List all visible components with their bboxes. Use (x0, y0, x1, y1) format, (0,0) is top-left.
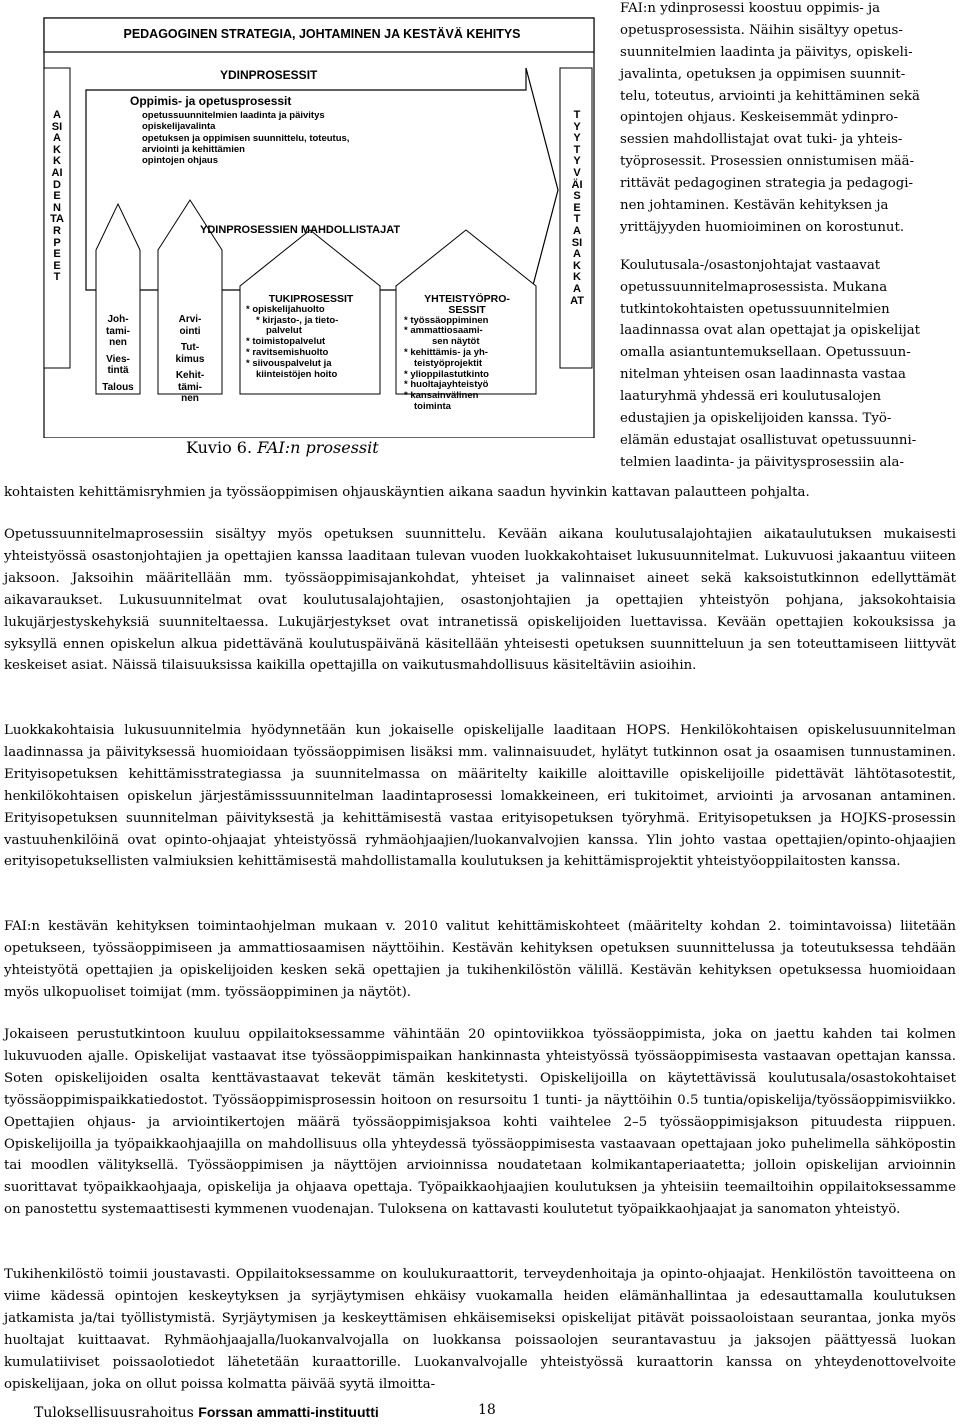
paragraph: FAI:n kestävän kehityksen toimintaohjelman mukaan v. 2010 valitut kehittämiskohteet (määritelty kohdan 2. toimintavoissa) liitetään opetukseen, työssäoppimiseen ja ammattiosaamisen näyttöihin. Kestävän kehityksen opetuksen suunnittelussa ja toteutuksessa tehdään yhteistyötä opettajien ja opiskelijoiden kesken sekä opettajien ja tukihenkilöstön välillä. Kestävän kehityksen opetuksessa huomioidaan myös ulkopuoliset toimijat (mm. työssäoppiminen ja näytöt). (4, 919, 956, 1000)
cooperation-item: * ylioppilastutkinto (404, 368, 489, 380)
support-item: * opiskelijahuolto (246, 303, 325, 315)
process-diagram (40, 14, 600, 438)
side-line: rittävät pedagoginen strategia ja pedagogi- (620, 176, 914, 192)
side-line: elämän edustajat osallistuvat opetussuunni- (620, 432, 917, 448)
side-line: javalinta, opetuksen ja oppimisen suunnit- (620, 66, 906, 82)
left-house-text (96, 314, 140, 393)
side-line: telu, toteutus, arviointi ja kehittäminen sekä (620, 88, 920, 104)
paragraph: Luokkakohtaisia lukusuunnitelmia hyödynnetään kun jokaiselle opiskelijalle laaditaan HOPS. Henkilökohtaisen opiskelusuunnitelman laadinnassa ja päivityksessä huomioidaan työssäoppimisen lisäksi mm. valinnaisuudet, hylätyt tutkinnon osat ja osaamisen tunnustaminen. Erityisopetuksen kehittämisstrategiassa ja suunnitelmassa on määritelty kaikille aloittaville opiskelijoille pidettävät lähtötasotestit, henkilökohtaisen opiskelun järjestämisssuunnitelman laadintaprosessi lomakkeineen, eri tukitoimet, arviointi ja arvosanan antaminen. Erityisopetuksen suunnitelman päivityksestä ja kehittämisestä vastaa erityisopetuksen työryhmä. Erityisopetuksen ja HOJKS-prosessin vastuuhenkilöinä ovat opinto-ohjaajat yhteistyössä ryhmäohjaajien/luokanvalvojien kanssa. Ylin johto vastaa opettajien/opinto-ohjaajien erityisopetuksellisten valmiuksien kehittämisestä mahdollistamalla koulutuksen ja kehittämisprojektit yhteistyöoppilaitosten kanssa. (4, 723, 956, 870)
cooperation-title: YHTEISTYÖPRO- (424, 293, 510, 305)
paragraph: Jokaiseen perustutkintoon kuuluu oppilaitoksessamme vähintään 20 opintoviikkoa työssäoppimista, joka on jaettu kahden tai kolmen lukuvuoden ajalle. Opiskelijat vastaavat itse työssäoppimispaikan hankinnasta yhteistyössä työssäoppimisesta vastaavan opettajan kanssa. Soten opiskelijoiden osalta kenttävastaavat tekevät tämän keskitetysti. Opiskelijoilla on käytettävissä koulutusala/osastokohtaiset työssäoppimispaikkatiedostot. Työssäoppimisprosessin hoitoon on resursoitu 1 tunti- ja näyttöihin 0.5 tuntia/opiskelija/työssäoppimisviikko. Opettajien ohjaus- ja arviointikertojen määrä työssäoppimisjaksoa kohti vaihtelee 2–5 työssäoppimisjakson pituudesta riippuen. Opiskelijoilla ja työpaikkaohjaajilla on mahdollisuus olla yhteydessä työssäoppimisesta vastaavaan opettajaan joko puhelimella sähköpostin tai moodlen välityksellä. Työssäoppimisen ja näyttöjen arvioinnissa noudatetaan kolmikantaperiaatetta; jolloin opiskelijan arvioinnin suorittavat työpaikkaohjaaja, opiskelija ja ohjaava opettaja. Työpaikkaohjaajien koulutuksen ja yhteisiin teemailtoihin oppilaitoksessamme on panostettu systemaattisesti kymmenen vuodenajan. Tuloksena on kattavasti koulutetut työpaikkaohjaajat ja sanomaton yhteistyö. (4, 1027, 956, 1218)
cooperation-item: sen näytöt (432, 336, 480, 348)
side-line: työprosessit. Prosessien onnistumisen mää- (620, 154, 915, 170)
page-number: 18 (478, 1402, 496, 1418)
mid-house-line: Arvi- (178, 314, 202, 325)
cooperation-item: * ammattiosaami- (404, 325, 483, 337)
side-line: opintojen ohjaus. Keskeisemmät ydinpro- (620, 110, 898, 126)
core-item: opintojen ohjaus (142, 155, 218, 167)
right-bar-label: TYYTYVÄISET ASIAKKAAT (570, 109, 584, 307)
mid-house-line: Tut- (180, 342, 200, 353)
paragraph: kohtaisten kehittämisryhmien ja työssäoppimisen ohjauskäyntien aikana saadun hyvinkin kattavan palautteen pohjalta. (4, 485, 810, 500)
cooperation-item: * huoltajayhteistyö (404, 379, 489, 391)
side-line: telmien laadinta- ja päivitysprosessiin ala- (620, 454, 904, 470)
left-house-line: Talous (102, 381, 134, 393)
cooperation-item: * työssäoppiminen (404, 314, 489, 326)
support-item: * siivouspalvelut ja (246, 357, 332, 369)
core-item: opiskelijavalinta (142, 121, 216, 133)
side-line: nen johtaminen. Kestävän kehityksen ja (620, 198, 889, 214)
figure-caption (186, 438, 379, 457)
footer-left: Tuloksellisuusrahoitus (34, 1405, 194, 1421)
cooperation-item: * kansainvälinen (404, 390, 479, 402)
diagram-title: PEDAGOGINEN STRATEGIA, JOHTAMINEN JA KESTÄVÄ KEHITYS (123, 27, 521, 41)
side-line: sessien mahdollistajat ovat tuki- ja yhteis- (620, 132, 903, 148)
side-line: suunnitelmien laadinta ja päivitys, opiskeli- (620, 44, 913, 60)
mid-house-line: Kehit- (175, 370, 205, 381)
side-line: laadinnassa ovat alan opettajat ja opiskelijat (620, 323, 920, 339)
core-item: opetussuunnitelmien laadinta ja päivitys (142, 110, 325, 121)
mid-house-text (158, 314, 222, 405)
mid-house-line: tämi- (178, 381, 202, 393)
figure-label: Kuvio 6. (186, 438, 253, 457)
core-subtitle: Oppimis- ja opetusprosessit (130, 94, 292, 108)
left-house-line: tintä (107, 365, 129, 376)
figure-title: FAI:n prosessit (257, 438, 379, 457)
support-processes (246, 294, 376, 380)
side-line: tutkintokohtaisten opetussuunnitelmien (620, 301, 890, 317)
cooperation-item: toiminta (414, 400, 451, 412)
cooperation-item: * kehittämis- ja yh- (404, 346, 488, 358)
side-line: yrittäjyyden huomioiminen on korostunut. (620, 219, 905, 235)
left-house-line: Joh- (107, 314, 129, 325)
mid-house-line: kimus (175, 353, 205, 365)
side-line: nitelman yhteisen osan laadinnasta vastaa (620, 367, 906, 383)
side-line: FAI:n ydinprosessi koostuu oppimis- ja (620, 1, 881, 16)
side-line (620, 239, 958, 255)
footer-institute: Forssan ammatti-instituutti (198, 1404, 379, 1420)
support-item: kiinteistöjen hoito (256, 368, 338, 380)
support-item: * ravitsemishuolto (246, 346, 329, 358)
core-items (142, 110, 349, 166)
core-item: opetuksen ja oppimisen suunnittelu, toteutus, (142, 132, 350, 144)
side-line: Koulutusala-/osastonjohtajat vastaavat (620, 257, 881, 273)
side-line: laaturyhmä yhdessä eri koulutusalojen (620, 389, 882, 405)
support-title: TUKIPROSESSIT (268, 293, 354, 305)
side-text (620, 0, 958, 474)
cooperation-item: teistyöprojektit (414, 357, 483, 369)
cooperation-processes (404, 294, 530, 413)
cooperation-title-2: SESSIT (448, 303, 486, 316)
mid-house-line: ointi (179, 325, 201, 337)
side-line: opetusprosessista. Näihin sisältyy opetus- (620, 22, 903, 38)
support-item: palvelut (266, 325, 302, 337)
side-line: edustajien ja opiskelijoiden kanssa. Työ- (620, 411, 892, 427)
core-title: YDINPROSESSIT (220, 68, 318, 82)
footer (34, 1404, 379, 1421)
support-item: * toimistopalvelut (246, 336, 326, 348)
enablers-title: YDINPROSESSIEN MAHDOLLISTAJAT (200, 224, 401, 236)
side-line: opetussuunnitelmaprosessista. Mukana (620, 279, 888, 295)
core-item: arviointi ja kehittämien (142, 143, 245, 155)
mid-house-line: nen (181, 393, 199, 404)
left-house-line: Vies- (106, 353, 130, 365)
paragraph: Tukihenkilöstö toimii joustavasti. Oppilaitoksessamme on koulukuraattorit, terveydenhoitaja ja opinto-ohjaajat. Henkilöstön tavoitteena on viime kädessä opintojen keskeytyksen ja syrjäytymisen ehkäisy vuokamalla heiden elämänhallintaa ja edesauttamalla koulutuksen jatkamista ja/tai työllistymistä. Syrjäytymisen ja keskeyttämisen ehkäisemiseksi opiskelijat pitävät poissaoloistaan seurantaa, jonka myös huoltajat kuittaavat. Ryhmäohjaajalla/luokanvalvojalla on luokkansa poissaolojen seurantavastuu ja jaksojen päättyessä luokan kumulatiiviset poissaolotiedot lähetetään kuraattorille. Luokanvalvojalle yhteistyössä kuraattorin kanssa on yhteydenottovelvoite opiskelijaan, joka on ollut poissa kolmatta päivää syytä ilmoitta- (4, 1267, 956, 1392)
left-house-line: nen (109, 337, 127, 348)
left-bar-label: ASIAKKAIDEN TARPEET (50, 109, 64, 284)
paragraph: Opetussuunnitelmaprosessiin sisältyy myös opetuksen suunnittelu. Kevään aikana koulutusalajohtajien aikataulutuksen mukaisesti yhteistyössä osastonjohtajien ja opettajien kanssa laaditaan tulevan vuoden luokkakohtaiset lukusuunnitelmat. Lukuvuosi jakaantuu viiteen jaksoon. Jaksoihin määritellään mm. työssäoppimisajankohdat, yhteiset ja valinnaiset aineet sekä kaksoistutkinnon edellyttämät aikavaraukset. Lukusuunnitelmat ovat koulutusalajohtajien, osastonjohtajien ja opettajien yhteistyön pohjana, jaksokohtaisia lukujärjestyskehyksiä suunniteltaessa. Lukujärjestykset ovat intranetissä opiskelijoiden luettavissa. Kevään opettajien kokouksissa ja syksyllä ennen opiskelun alkua pidettävänä koulutuspäivänä käsitellään yhteisesti opetuksen suunnitteluun ja sen toteuttamiseen liittyvät keskeiset asiat. Näissä tilaisuuksissa kaikilla opettajilla on vaikutusmahdollisuus käsiteltäviin asioihin. (4, 527, 956, 674)
support-item: * kirjasto-, ja tieto- (256, 314, 339, 326)
side-line: omalla asiantuntemuksellaan. Opetussuun- (620, 345, 911, 361)
left-house-line: tami- (106, 325, 130, 337)
